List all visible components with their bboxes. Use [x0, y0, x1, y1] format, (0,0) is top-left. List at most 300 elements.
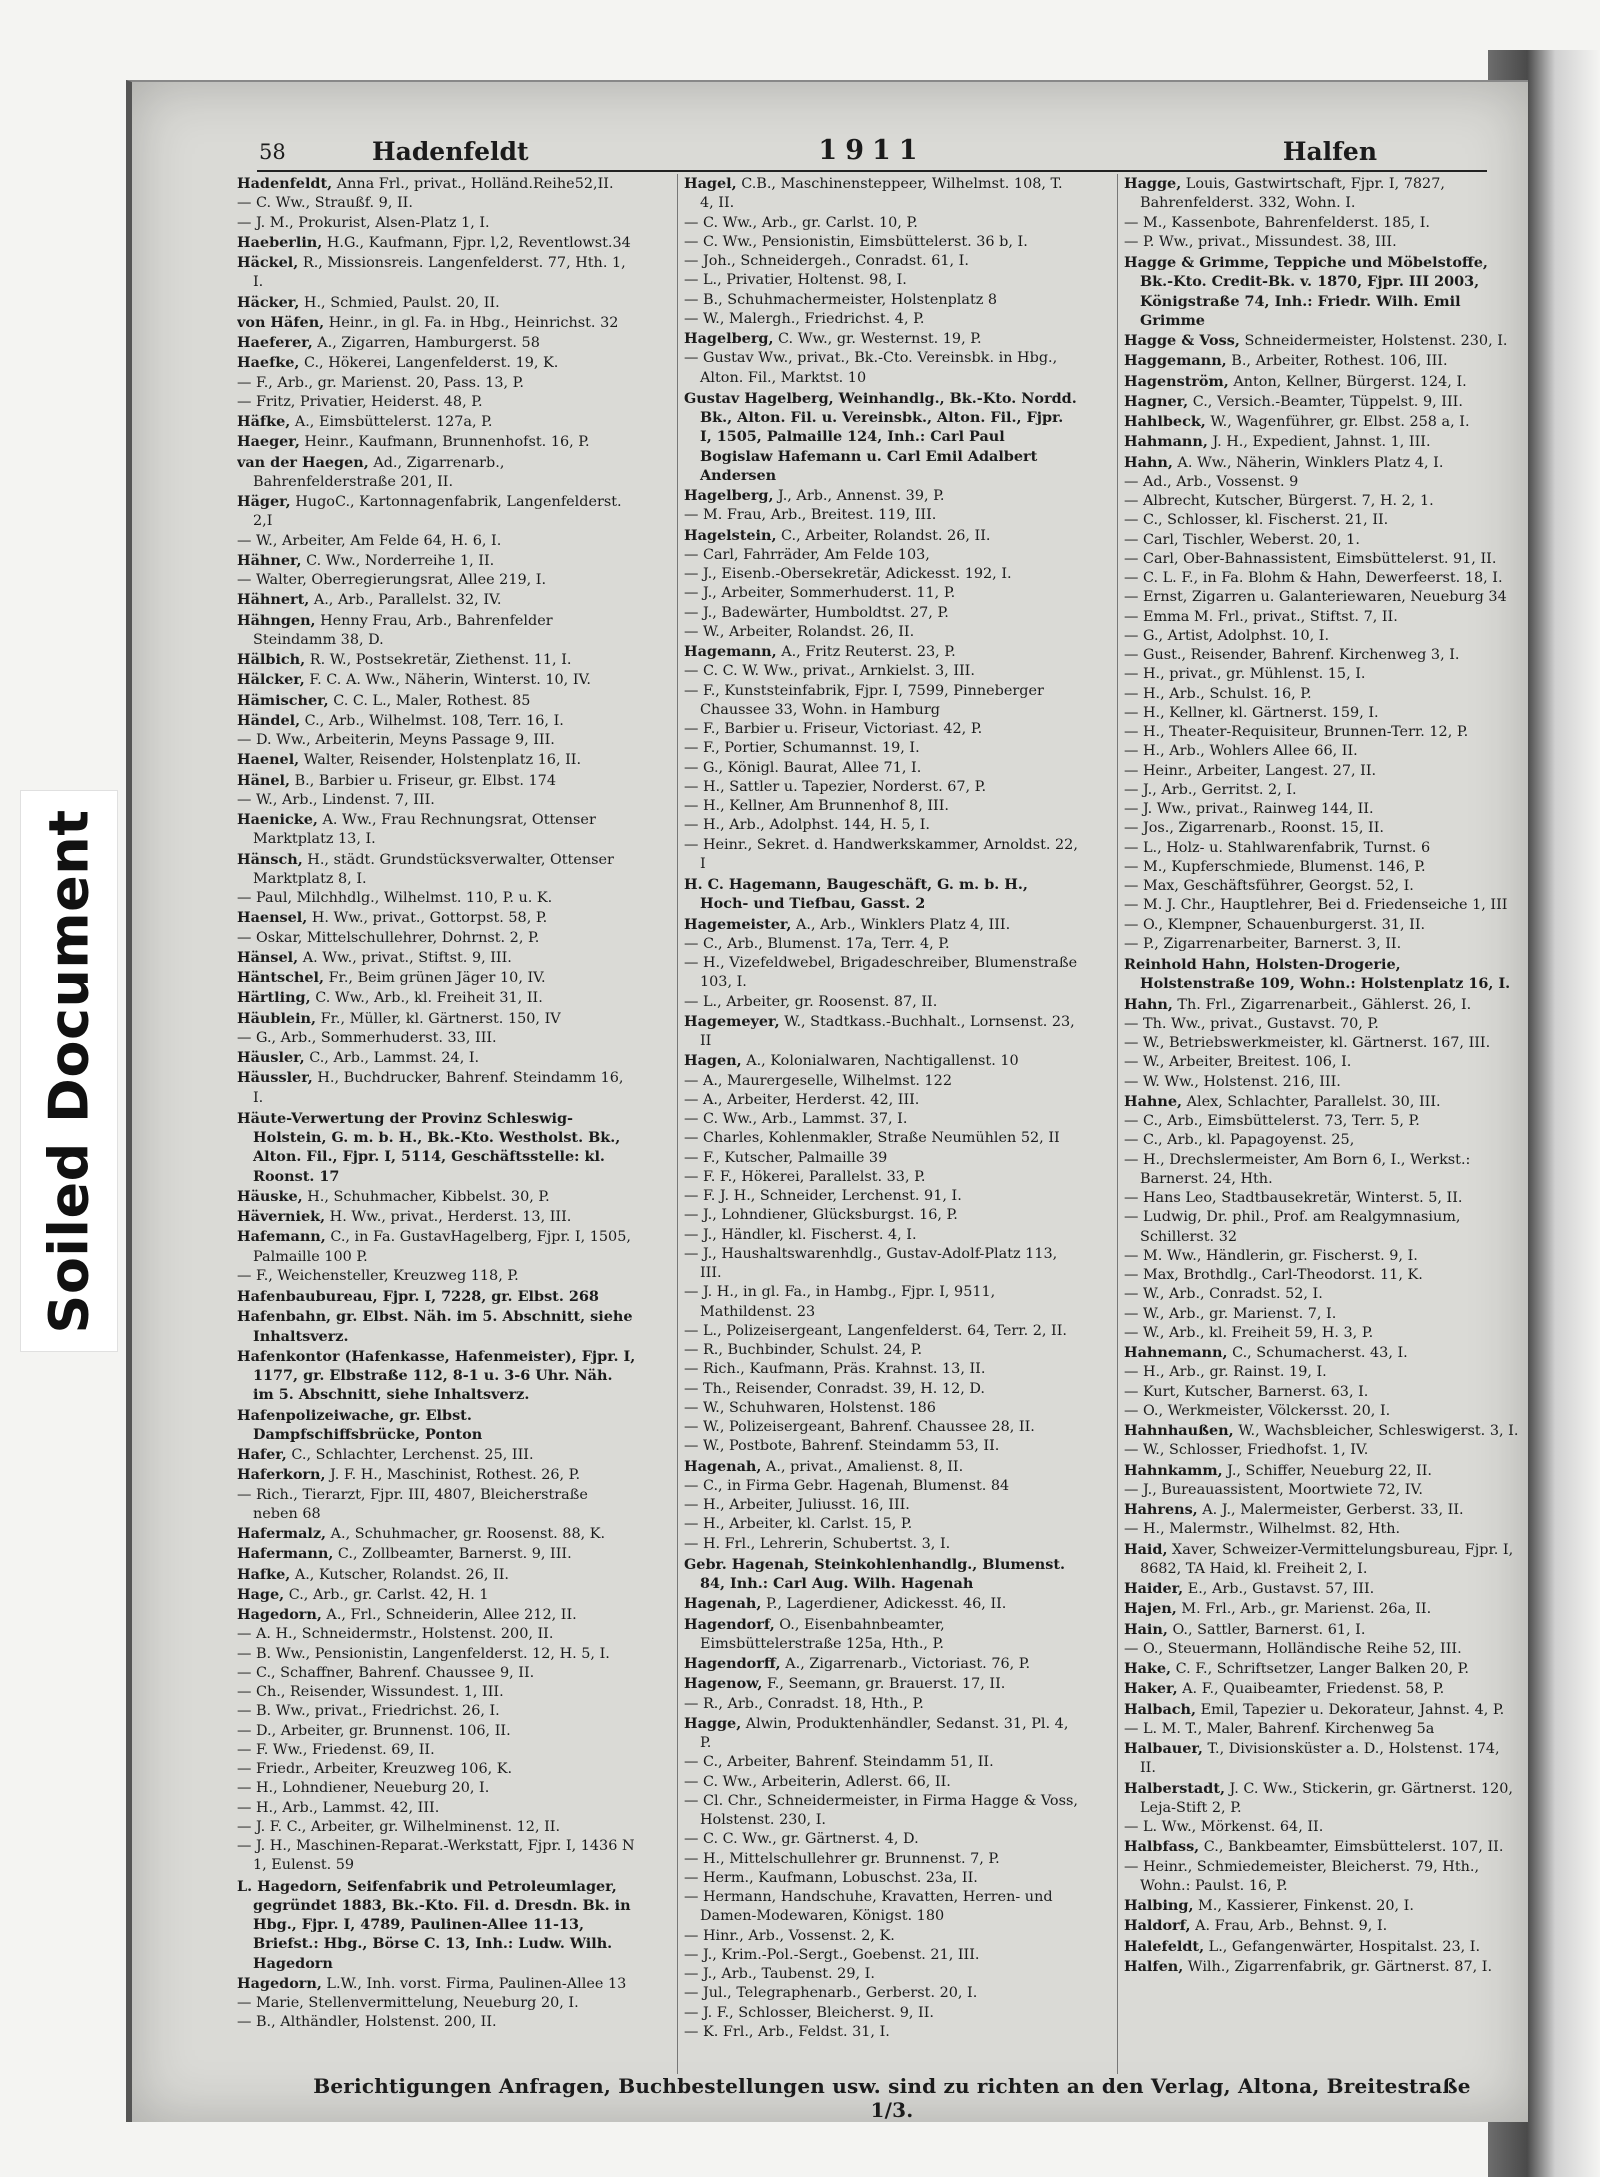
entry-name: Hagendorff,	[684, 1655, 781, 1672]
directory-entry	[237, 532, 637, 551]
entry-name: Hälbich,	[237, 651, 306, 668]
entry-text: — F. J. H., Schneider, Lerchenst. 91, I.	[684, 1188, 962, 1204]
entry-name: Hagel,	[684, 175, 737, 192]
directory-entry	[1124, 1461, 1520, 1481]
entry-text: — W., Postbote, Bahrenf. Steindamm 53, II.	[684, 1438, 1000, 1455]
entry-name: Häverniek,	[237, 1208, 326, 1225]
directory-entry	[684, 486, 1080, 506]
directory-entry	[1124, 1916, 1520, 1936]
entry-name: Haggemann,	[1124, 352, 1227, 370]
directory-entry	[684, 2004, 1080, 2023]
entry-name: Händel,	[237, 711, 301, 729]
entry-name: Häussler,	[237, 1069, 313, 1087]
directory-entry	[237, 1207, 637, 1227]
directory-entry	[237, 988, 637, 1008]
entry-name: Hälcker,	[237, 671, 305, 689]
entry-name: Hagemann,	[684, 643, 777, 660]
directory-entry	[237, 1445, 637, 1465]
entry-text: — Emma M. Frl., privat., Stiftst. 7, II.	[1124, 608, 1398, 625]
entry-text: — Ernst, Zigarren u. Galanteriewaren, Neueburg 34	[1124, 589, 1507, 606]
entry-text: — R., Buchbinder, Schulst. 24, P.	[684, 1342, 923, 1358]
entry-text: — P. Ww., privat., Missundest. 38, III.	[1124, 233, 1397, 250]
directory-entry	[237, 194, 637, 213]
directory-entry	[684, 291, 1080, 310]
entry-text: — Hans Leo, Stadtbausekretär, Winterst. 5, II.	[1124, 1190, 1463, 1206]
directory-entry	[237, 293, 637, 313]
entry-text: — F., Kunststeinfabrik, Fjpr. I, 7599, Pinneberger Chaussee 33, Wohn. in Hamburg	[684, 682, 1044, 718]
entry-text: — C., Arb., kl. Papagoyenst. 25,	[1124, 1132, 1355, 1149]
entry-text: R. W., Postsekretär, Ziethenst. 11, I.	[305, 652, 572, 668]
directory-entry	[684, 1129, 1080, 1148]
entry-name: Hähnert,	[237, 591, 310, 609]
entry-text: — J., Haushaltswarenhdlg., Gustav-Adolf-Platz 113, III.	[684, 1245, 1058, 1281]
directory-entry	[684, 1399, 1080, 1418]
entry-text: Schneidermeister, Holstenst. 230, I.	[1239, 333, 1508, 349]
entry-text: H. Ww., privat., Gottorpst. 58, P.	[307, 910, 548, 927]
directory-entry	[237, 750, 637, 770]
directory-entry	[1124, 1383, 1520, 1402]
directory-entry	[684, 310, 1080, 329]
entry-text: — J., Arb., Taubenst. 29, I.	[684, 1966, 875, 1982]
directory-entry	[237, 650, 637, 670]
entry-text: J. H., Expedient, Jahnst. 1, III.	[1207, 434, 1431, 451]
directory-entry	[237, 1565, 637, 1585]
entry-text: — C., Arb., Eimsbüttelerst. 73, Terr. 5, P.	[1124, 1113, 1420, 1129]
directory-entry	[1124, 473, 1520, 492]
directory-entry	[684, 1594, 1080, 1614]
entry-text: — Cl. Chr., Schneidermeister, in Firma Hagge & Voss, Holstenst. 230, I.	[684, 1792, 1078, 1828]
entry-text: — F. Ww., Friedenst. 69, II.	[237, 1741, 435, 1758]
entry-text: H., städt. Grundstücksverwalter, Ottenser Marktplatz 8, I.	[253, 851, 614, 887]
entry-text: W., Wagenführer, gr. Elbst. 258 a, I.	[1205, 414, 1470, 430]
entry-text: — Carl, Tischler, Weberst. 20, 1.	[1124, 531, 1360, 548]
entry-text: — J., Arbeiter, Sommerhuderst. 11, P.	[684, 585, 956, 602]
directory-entry	[1124, 742, 1520, 761]
entry-text: A., Zigarren, Hamburgerst. 58	[312, 335, 540, 351]
entry-text: Fr., Beim grünen Jäger 10, IV.	[324, 970, 546, 986]
entry-name: Hagge,	[1124, 175, 1182, 192]
directory-entry	[237, 1664, 637, 1683]
entry-text: Walter, Reisender, Holstenplatz 16, II.	[299, 752, 582, 769]
entry-text: — H., privat., gr. Mühlenst. 15, I.	[1124, 666, 1366, 683]
entry-name: Hämischer,	[237, 691, 329, 709]
directory-entry	[684, 565, 1080, 584]
directory-entry	[684, 1283, 1080, 1322]
directory-entry	[684, 759, 1080, 778]
directory-entry	[1124, 1151, 1520, 1190]
entry-text: — J. H., Maschinen-Reparat.-Werkstatt, Fjpr. I, 1436 N 1, Eulenst. 59	[237, 1838, 635, 1874]
directory-entry	[684, 1226, 1080, 1245]
directory-entry	[1124, 432, 1520, 452]
entry-text: A., Arb., Parallelst. 32, IV.	[309, 592, 502, 609]
entry-text: A., Arb., Winklers Platz 4, III.	[791, 916, 1011, 933]
directory-entry	[237, 929, 637, 948]
directory-entry	[237, 2013, 637, 2032]
entry-text: Heinr., Kaufmann, Brunnenhofst. 16, P.	[299, 434, 590, 451]
entry-text: C., Hökerei, Langenfelderst. 19, K.	[299, 355, 559, 372]
entry-name: Haferkorn,	[237, 1466, 326, 1484]
column-3	[1117, 174, 1520, 2074]
entry-text: — R., Arb., Conradst. 18, Hth., P.	[684, 1695, 924, 1712]
entry-text: B., Barbier u. Friseur, gr. Elbst. 174	[290, 772, 556, 789]
entry-name: Hafermann,	[237, 1545, 334, 1563]
entry-name: Hänsch,	[237, 850, 303, 868]
directory-entry	[237, 1760, 637, 1779]
directory-entry	[684, 797, 1080, 816]
directory-entry	[237, 889, 637, 908]
entry-text: — Heinr., Schmiedemeister, Bleicherst. 79, Hth., Wohn.: Paulst. 16, P.	[1124, 1858, 1480, 1894]
entry-text: — W., Betriebswerkmeister, kl. Gärtnerst. 167, III.	[1124, 1035, 1491, 1051]
entry-name: von Häfen,	[237, 313, 325, 331]
entry-text: — F., Kutscher, Palmaille 39	[684, 1149, 888, 1166]
directory-entry	[237, 453, 637, 493]
entry-text: — Rich., Tierarzt, Fjpr. III, 4807, Bleicherstraße neben 68	[237, 1486, 588, 1522]
entry-text: — C., Arbeiter, Bahrenf. Steindamm 51, II.	[684, 1754, 994, 1771]
directory-entry	[237, 1837, 637, 1876]
entry-text: — C. C. W. Ww., privat., Arnkielst. 3, III.	[684, 663, 975, 680]
entry-name: Haeferer,	[237, 334, 313, 351]
directory-entry	[237, 691, 637, 711]
directory-entry	[684, 993, 1080, 1012]
entry-name: Hänel,	[237, 771, 291, 789]
entry-text: — Herm., Kaufmann, Lobuschst. 23a, II.	[684, 1869, 978, 1886]
entry-text: Hagge & Grimme, Teppiche und Möbelstoffe, Bk.-Kto. Credit-Bk. v. 1870, Fjpr. III 2003, Königstraße 74, Inh.: Friedr. Wilh. Emil Grimme	[1124, 254, 1488, 329]
directory-entry	[1124, 1053, 1520, 1072]
directory-entry	[684, 526, 1080, 546]
entry-text: Fr., Müller, kl. Gärtnerst. 150, IV	[316, 1010, 561, 1027]
directory-entry	[684, 1380, 1080, 1399]
page-header	[257, 126, 1487, 172]
entry-text: E., Arb., Gustavst. 57, III.	[1183, 1581, 1375, 1597]
entry-name: Haeger,	[237, 433, 300, 451]
directory-entry	[1124, 1837, 1520, 1857]
entry-name: Hagedorn,	[237, 1606, 322, 1623]
entry-text: — H., Arb., Adolphst. 144, H. 5, I.	[684, 817, 930, 834]
entry-text: — Oskar, Mittelschullehrer, Dohrnst. 2, P.	[237, 929, 540, 946]
entry-name: Hagelstein,	[684, 526, 777, 544]
entry-text: — C. Ww., Arb., Lammst. 37, I.	[684, 1111, 908, 1127]
entry-text: — C. Ww., Straußf. 9, II.	[237, 195, 413, 212]
directory-entry	[684, 1850, 1080, 1869]
entry-text: A., Schuhmacher, gr. Roosenst. 88, K.	[326, 1526, 606, 1542]
entry-text: — W., Arb., gr. Marienst. 7, I.	[1124, 1305, 1337, 1322]
entry-text: — W. Ww., Holstenst. 216, III.	[1124, 1073, 1341, 1090]
directory-entry	[1124, 995, 1520, 1015]
directory-entry	[1124, 588, 1520, 607]
directory-entry	[1124, 392, 1520, 412]
entry-text: — M., Kassenbote, Bahrenfelderst. 185, I.	[1124, 214, 1430, 231]
entry-name: Hahn,	[1124, 995, 1173, 1013]
directory-entry	[1124, 1779, 1520, 1819]
directory-entry	[1124, 511, 1520, 530]
entry-text: — W., Schuhwaren, Holstenst. 186	[684, 1399, 936, 1416]
entry-name: Häger,	[237, 493, 291, 510]
entry-text: — H., Kellner, Am Brunnenhof 8, III.	[684, 798, 949, 814]
entry-name: Hagelberg,	[684, 487, 774, 504]
directory-entry	[237, 1779, 637, 1798]
directory-entry	[237, 1029, 637, 1048]
entry-name: Hagemeyer,	[684, 1012, 780, 1030]
entry-text: C., Arb., Wilhelmst. 108, Terr. 16, I.	[300, 712, 564, 729]
entry-text: C., Bankbeamter, Eimsbüttelerst. 107, II.	[1199, 1839, 1504, 1856]
directory-entry	[237, 1267, 637, 1286]
directory-entry	[237, 492, 637, 532]
entry-text: — H., Arbeiter, kl. Carlst. 15, P.	[684, 1516, 913, 1533]
entry-text: — B., Althändler, Holstenst. 200, II.	[237, 2014, 497, 2031]
entry-text: — H., Kellner, kl. Gärtnerst. 159, I.	[1124, 704, 1379, 721]
entry-text: M. Frl., Arb., gr. Marienst. 26a, II.	[1176, 1601, 1432, 1618]
entry-text: — H., Arbeiter, Juliusst. 16, III.	[684, 1497, 910, 1513]
entry-text: C., Arb., gr. Carlst. 42, H. 1	[284, 1586, 489, 1603]
entry-text: — J. F. C., Arbeiter, gr. Wilhelminenst. 12, II.	[237, 1818, 561, 1835]
directory-entry	[237, 313, 637, 333]
entry-text: — M. Frau, Arb., Breitest. 119, III.	[684, 507, 937, 524]
directory-entry	[237, 1722, 637, 1741]
entry-text: A. Ww., Frau Rechnungsrat, Ottenser Marktplatz 13, I.	[253, 812, 596, 848]
entry-text: — H., Drechslermeister, Am Born 6, I., Werkst.: Barnerst. 24, Hth.	[1124, 1151, 1471, 1187]
entry-text: — A. H., Schneidermstr., Holstenst. 200, II.	[237, 1626, 554, 1643]
entry-text: — Paul, Milchhdlg., Wilhelmst. 110, P. u. K.	[237, 890, 553, 906]
directory-entry	[1124, 1937, 1520, 1957]
directory-entry	[684, 1984, 1080, 2003]
entry-name: Hähngen,	[237, 611, 316, 629]
directory-entry	[684, 1714, 1080, 1754]
entry-text: L., Gefangenwärter, Hospitalst. 23, I.	[1204, 1938, 1481, 1955]
directory-entry	[237, 1009, 637, 1029]
directory-entry	[684, 1187, 1080, 1206]
entry-text: — J., Krim.-Pol.-Sergt., Goebenst. 21, III.	[684, 1946, 980, 1963]
entry-text: — O., Werkmeister, Völckersst. 20, I.	[1124, 1402, 1391, 1419]
entry-name: Hagendorf,	[684, 1615, 775, 1633]
directory-entry	[1124, 1247, 1520, 1266]
entry-text: — Jos., Zigarrenarb., Roonst. 15, II.	[1124, 820, 1384, 837]
directory-entry	[1124, 1112, 1520, 1131]
entry-text: — H. Frl., Lehrerin, Schubertst. 3, I.	[684, 1535, 951, 1552]
entry-name: Haker,	[1124, 1680, 1178, 1698]
entry-text: — Carl, Fahrräder, Am Felde 103,	[684, 546, 930, 563]
entry-name: Hafer,	[237, 1446, 287, 1463]
entry-text: — Rich., Kaufmann, Präs. Krahnst. 13, II.	[684, 1361, 986, 1378]
entry-text: — D. Ww., Arbeiterin, Meyns Passage 9, III.	[237, 732, 555, 748]
entry-text: — Ludwig, Dr. phil., Prof. am Realgymnasium, Schillerst. 32	[1124, 1209, 1461, 1245]
directory-entry	[1124, 1896, 1520, 1916]
directory-entry	[237, 1406, 637, 1445]
entry-text: Alex, Schlachter, Parallelst. 30, III.	[1182, 1093, 1441, 1110]
entry-text: Hafenpolizeiwache, gr. Elbst. Dampfschiffsbrücke, Ponton	[237, 1406, 483, 1443]
directory-entry	[1124, 1034, 1520, 1053]
directory-entry	[684, 1615, 1080, 1655]
entry-text: — B., Schuhmachermeister, Holstenplatz 8	[684, 291, 998, 308]
entry-text: — J., Lohndiener, Glücksburgst. 16, P.	[684, 1207, 958, 1224]
directory-entry	[684, 1168, 1080, 1187]
entry-text: A., privat., Amalienst. 8, II.	[761, 1458, 964, 1475]
directory-entry	[1124, 1700, 1520, 1720]
entry-text: — Gust., Reisender, Bahrenf. Kirchenweg 3, I.	[1124, 647, 1460, 663]
entry-text: — Heinr., Sekret. d. Handwerkskammer, Arnoldst. 22, I	[684, 836, 1078, 872]
entry-text: — J., Bureauassistent, Moortwiete 72, IV.	[1124, 1481, 1423, 1498]
directory-entry	[684, 1012, 1080, 1052]
directory-entry	[1124, 1285, 1520, 1304]
entry-name: Halbfass,	[1124, 1838, 1200, 1856]
entry-text: Alwin, Produktenhändler, Sedanst. 31, Pl. 4, P.	[700, 1715, 1069, 1751]
directory-entry	[237, 412, 637, 432]
entry-text: H., Buchdrucker, Bahrenf. Steindamm 16, I.	[253, 1070, 624, 1106]
directory-entry	[1124, 762, 1520, 781]
directory-entry	[684, 1418, 1080, 1437]
entry-text: — C., Schlosser, kl. Fischerst. 21, II.	[1124, 512, 1389, 529]
directory-entry	[684, 623, 1080, 642]
directory-entry	[1124, 1858, 1520, 1897]
entry-text: — F., Arb., gr. Marienst. 20, Pass. 13, P.	[237, 374, 524, 391]
entry-text: — H., Mittelschullehrer gr. Brunnenst. 7, P.	[684, 1850, 1000, 1867]
entry-text: F. C. A. Ww., Näherin, Winterst. 10, IV.	[304, 672, 591, 689]
directory-entry	[684, 1091, 1080, 1110]
entry-text: Häute-Verwertung der Provinz Schleswig-Holstein, G. m. b. H., Bk.-Kto. Westholst. Bk., Alton. Fil., Fjpr. I, 5114, Geschäftsstelle: kl. Roonst. 17	[237, 1109, 621, 1185]
entry-name: Hagge & Voss,	[1124, 332, 1240, 349]
directory-entry	[684, 349, 1080, 388]
directory-entry	[1124, 1720, 1520, 1739]
entry-text: — D., Arbeiter, gr. Brunnenst. 106, II.	[237, 1722, 511, 1739]
entry-text: — H., Theater-Requisiteur, Brunnen-Terr. 12, P.	[1124, 724, 1469, 740]
directory-entry	[684, 720, 1080, 739]
directory-entry	[684, 1830, 1080, 1849]
entry-name: Hafke,	[237, 1565, 291, 1583]
directory-entry	[1124, 1015, 1520, 1034]
entry-text: — L. M. T., Maler, Bahrenf. Kirchenweg 5a	[1124, 1720, 1435, 1737]
entry-name: Hafermalz,	[237, 1525, 327, 1542]
directory-entry	[1124, 665, 1520, 684]
directory-entry	[684, 1110, 1080, 1129]
directory-entry	[237, 810, 637, 850]
entry-text: — Marie, Stellenvermittelung, Neueburg 20, I.	[237, 1995, 579, 2011]
entry-name: Häfke,	[237, 413, 291, 430]
directory-entry	[684, 1927, 1080, 1946]
entry-name: Hagedorn,	[237, 1974, 322, 1992]
entry-text: C., in Fa. GustavHagelberg, Fjpr. I, 1505, Palmaille 100 P.	[253, 1229, 631, 1265]
entry-text: Anton, Kellner, Bürgerst. 124, I.	[1228, 373, 1467, 390]
entry-text: A., Eimsbüttelerst. 127a, P.	[290, 414, 493, 430]
entry-text: A. F., Quaibeamter, Friedenst. 58, P.	[1177, 1681, 1445, 1698]
directory-entry	[684, 1341, 1080, 1360]
entry-text: H., Schuhmacher, Kibbelst. 30, P.	[302, 1188, 550, 1205]
directory-entry	[1124, 550, 1520, 569]
entry-text: — L. Ww., Mörkenst. 64, II.	[1124, 1819, 1324, 1835]
directory-entry	[1124, 372, 1520, 392]
directory-entry	[1124, 174, 1520, 214]
entry-name: Hafemann,	[237, 1228, 326, 1246]
directory-entry	[1124, 781, 1520, 800]
entry-text: — W., Arb., Conradst. 52, I.	[1124, 1286, 1323, 1303]
entry-name: Hänsel,	[237, 948, 299, 966]
entry-name: Haenicke,	[237, 811, 318, 828]
directory-entry	[684, 1555, 1080, 1594]
entry-text: C. Ww., gr. Westernst. 19, P.	[773, 331, 982, 347]
directory-entry	[237, 233, 637, 253]
entry-text: — A., Arbeiter, Herderst. 42, III.	[684, 1091, 920, 1108]
directory-entry	[237, 1585, 637, 1605]
entry-text: — Ch., Reisender, Wissundest. 1, III.	[237, 1684, 504, 1700]
directory-entry	[1124, 492, 1520, 511]
entry-text: P., Lagerdiener, Adickesst. 46, II.	[761, 1596, 1007, 1613]
directory-entry	[1124, 1679, 1520, 1699]
entry-name: Hahn,	[1124, 453, 1173, 471]
directory-entry	[1124, 1189, 1520, 1208]
directory-entry	[237, 253, 637, 293]
directory-entry	[1124, 1131, 1520, 1150]
entry-name: Halberstadt,	[1124, 1779, 1225, 1797]
entry-text: C., Arbeiter, Rolandst. 26, II.	[776, 527, 991, 544]
directory-entry	[1124, 453, 1520, 473]
entry-text: — C., Arb., Blumenst. 17a, Terr. 4, P.	[684, 935, 950, 952]
entry-text: T., Divisionsküster a. D., Holstenst. 174, II.	[1140, 1741, 1500, 1777]
entry-name: Hahnemann,	[1124, 1344, 1228, 1361]
directory-entry	[237, 1799, 637, 1818]
directory-entry	[1124, 1500, 1520, 1520]
directory-entry	[1124, 858, 1520, 877]
directory-entry	[684, 604, 1080, 623]
entry-text: C., Arb., Lammst. 24, I.	[304, 1050, 480, 1066]
directory-entry	[237, 948, 637, 968]
directory-entry	[1124, 1739, 1520, 1779]
directory-entry	[684, 233, 1080, 252]
directory-entry	[684, 1515, 1080, 1534]
entry-text: F., Seemann, gr. Brauerst. 17, II.	[762, 1676, 1006, 1693]
directory-entry	[1124, 819, 1520, 838]
entry-text: — M., Kupferschmiede, Blumenst. 146, P.	[1124, 858, 1426, 875]
entry-text: — H., Lohndiener, Neueburg 20, I.	[237, 1780, 490, 1797]
directory-entry	[684, 1437, 1080, 1456]
entry-name: Härtling,	[237, 989, 311, 1007]
entry-text: Hafenkontor (Hafenkasse, Hafenmeister), Fjpr. I, 1177, gr. Elbstraße 112, 8-1 u. 3-6 Uhr. Näh. im 5. Abschnitt, siehe Inhaltsverz.	[237, 1347, 636, 1404]
directory-entry	[1124, 1579, 1520, 1599]
directory-entry	[1124, 1481, 1520, 1500]
entry-text: H.G., Kaufmann, Fjpr. l,2, Reventlowst.34	[322, 234, 631, 251]
entry-text: — Max, Geschäftsführer, Georgst. 52, I.	[1124, 878, 1414, 894]
entry-text: — W., Polizeisergeant, Bahrenf. Chaussee 28, II.	[684, 1419, 1035, 1435]
directory-entry	[237, 1068, 637, 1108]
entry-text: R., Missionsreis. Langenfelderst. 77, Hth. 1, I.	[253, 255, 626, 291]
directory-entry	[684, 642, 1080, 662]
entry-text: — W., Arb., Lindenst. 7, III.	[237, 791, 435, 808]
entry-text: C., Schlachter, Lerchenst. 25, III.	[286, 1447, 534, 1463]
entry-text: J., Schiffer, Neueburg 22, II.	[1222, 1462, 1432, 1479]
directory-entry	[237, 791, 637, 810]
entry-text: — Fritz, Privatier, Heiderst. 48, P.	[237, 393, 483, 410]
directory-entry	[1124, 800, 1520, 819]
entry-text: — F. F., Hökerei, Parallelst. 33, P.	[684, 1168, 926, 1185]
entry-name: Haid,	[1124, 1540, 1168, 1558]
directory-entry	[684, 682, 1080, 721]
directory-entry	[237, 1625, 637, 1644]
directory-entry	[237, 670, 637, 690]
directory-entry	[237, 771, 637, 791]
directory-entry	[1124, 627, 1520, 646]
entry-text: O., Sattler, Barnerst. 61, I.	[1167, 1621, 1366, 1638]
entry-text: Louis, Gastwirtschaft, Fjpr. I, 7827, Bahrenfelderst. 332, Wohn. I.	[1140, 176, 1445, 212]
directory-entry	[684, 1888, 1080, 1927]
entry-text: — H., Sattler u. Tapezier, Norderst. 67, P.	[684, 778, 987, 795]
directory-entry	[1124, 412, 1520, 432]
directory-entry	[684, 836, 1080, 875]
entry-text: Gustav Hagelberg, Weinhandlg., Bk.-Kto. Nordd. Bk., Alton. Fil. u. Vereinsbk., Alton. Fil., Fjpr. I, 1505, Palmaille 124, Inh.: Carl Paul Bogislaw Hafemann u. Carl Emil Adalbert Andersen	[684, 389, 1077, 484]
directory-entry	[237, 611, 637, 651]
directory-entry	[237, 968, 637, 988]
entry-text: J. C. Ww., Stickerin, gr. Gärtnerst. 120, Leja-Stift 2, P.	[1140, 1780, 1513, 1816]
entry-text: — W., Schlosser, Friedhofst. 1, IV.	[1124, 1442, 1369, 1459]
entry-text: — W., Arb., kl. Freiheit 59, H. 3, P.	[1124, 1324, 1374, 1341]
entry-name: Hahrens,	[1124, 1501, 1198, 1518]
entry-text: H. Ww., privat., Herderst. 13, III.	[325, 1209, 572, 1225]
